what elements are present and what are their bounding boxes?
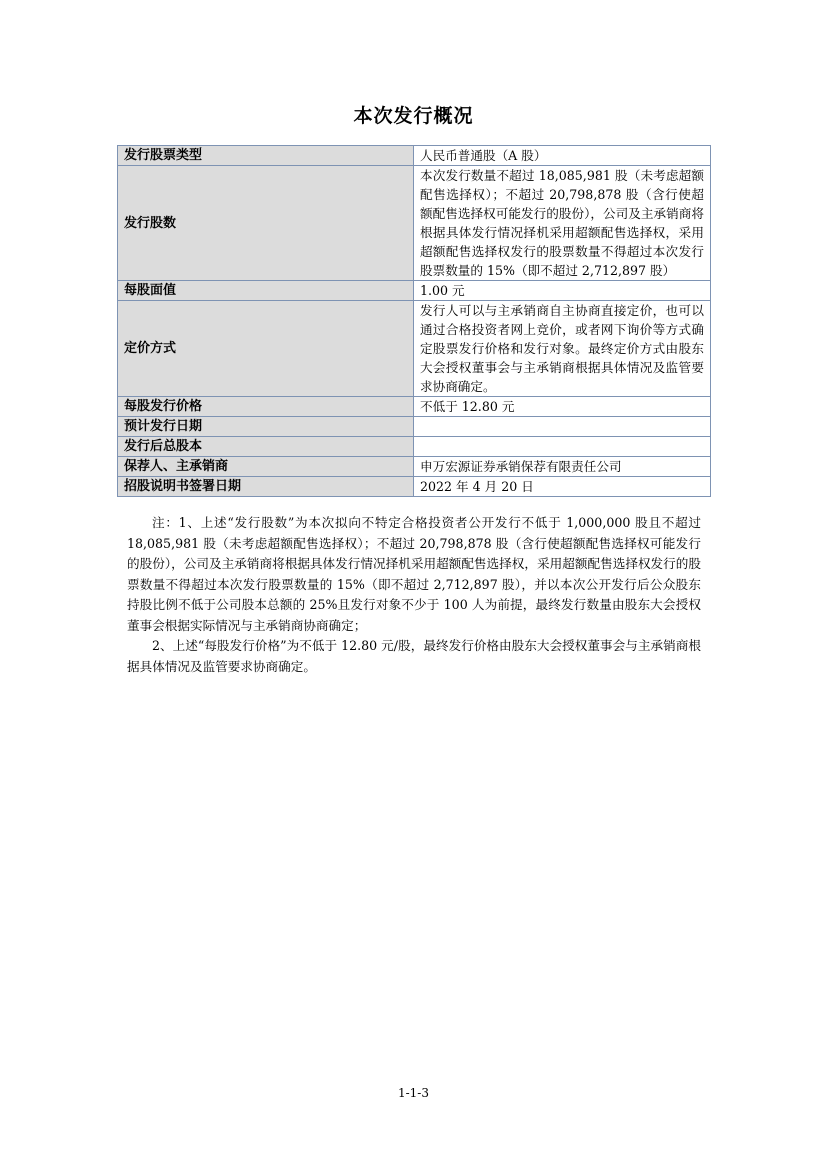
page-title: 本次发行概况 (353, 105, 474, 127)
table-row-sponsor (118, 457, 711, 477)
table-row-stock-type (118, 146, 711, 166)
row-value (414, 437, 711, 457)
row-label: 预计发行日期 (118, 417, 414, 437)
row-value: 本次发行数量不超过 18,085,981 股（未考虑超额配售选择权）；不超过 20,798,878 股（含行使超额配售选择权可能发行的股份），公司及主承销商将根据具体发行情况择机采用超额配售选择权，采用超额配售选择权发行的股票数量不得超过本次发行股票数量的 15%（即不超过 2,712,897 股） (414, 166, 711, 281)
notes-section (127, 513, 701, 677)
row-label: 发行股票类型 (118, 146, 414, 166)
row-value: 2022 年 4 月 20 日 (414, 477, 711, 497)
row-value: 申万宏源证券承销保荐有限责任公司 (414, 457, 711, 477)
row-label: 每股发行价格 (118, 397, 414, 417)
row-label: 每股面值 (118, 281, 414, 301)
table-row-pricing-method (118, 301, 711, 397)
row-label: 保荐人、主承销商 (118, 457, 414, 477)
table-row-sign-date (118, 477, 711, 497)
note-paragraph: 注：1、上述“发行股数”为本次拟向不特定合格投资者公开发行不低于 1,000,000 股且不超过 18,085,981 股（未考虑超额配售选择权）；不超过 20,798,878 股（含行使超额配售选择权可能发行的股份），公司及主承销商将根据具体发行情况择机采用超额配售选择权，采用超额配售选择权发行的股票数量不得超过本次发行股票数量的 15%（即不超过 2,712,897 股），并以本次公开发行后公众股东持股比例不低于公司股本总额的 25%且发行对象不少于 100 人为前提，最终发行数量由股东大会授权董事会根据实际情况与主承销商协商确定； (127, 515, 701, 633)
table-row-issue-price (118, 397, 711, 417)
row-value: 1.00 元 (414, 281, 711, 301)
row-label: 发行股数 (118, 166, 414, 281)
note-paragraph: 2、上述“每股发行价格”为不低于 12.80 元/股，最终发行价格由股东大会授权董事会与主承销商根据具体情况及监管要求协商确定。 (127, 638, 701, 674)
row-label: 招股说明书签署日期 (118, 477, 414, 497)
table-row-total-shares (118, 437, 711, 457)
row-value: 不低于 12.80 元 (414, 397, 711, 417)
table-row-share-count (118, 166, 711, 281)
row-value: 人民币普通股（A 股） (414, 146, 711, 166)
row-value: 发行人可以与主承销商自主协商直接定价，也可以通过合格投资者网上竞价，或者网下询价等方式确定股票发行价格和发行对象。最终定价方式由股东大会授权董事会与主承销商根据具体情况及监管要求协商确定。 (414, 301, 711, 397)
row-label: 定价方式 (118, 301, 414, 397)
row-value (414, 417, 711, 437)
table-row-par-value (118, 281, 711, 301)
row-label: 发行后总股本 (118, 437, 414, 457)
page-number: 1-1-3 (397, 1086, 429, 1100)
table-row-issue-date (118, 417, 711, 437)
offering-summary-table (117, 145, 711, 497)
